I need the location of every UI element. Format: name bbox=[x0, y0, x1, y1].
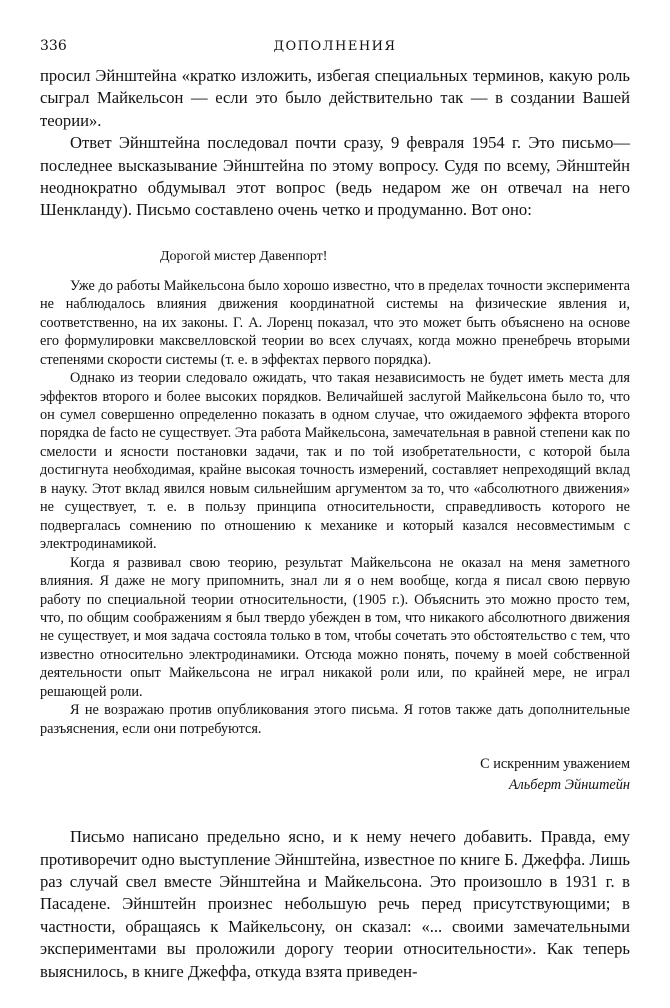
letter-closing: С искренним уважением bbox=[480, 756, 630, 773]
letter-body bbox=[40, 277, 630, 738]
running-head: ДОПОЛНЕНИЯ bbox=[273, 39, 397, 54]
letter-closing-block bbox=[40, 754, 630, 796]
page-number: 336 bbox=[40, 38, 67, 54]
letter-salutation: Дорогой мистер Давенпорт! bbox=[160, 248, 328, 264]
page-header bbox=[40, 38, 630, 62]
letter-paragraph: Уже до работы Майкельсона было хорошо известно, что в пределах точности эксперимента не наблюдалось влияния движения координатной системы на физические явления и, соответственно, на их законы. Г. А. Лоренц показал, что это может быть объяснено на основе его формулировки максвелловской теории во всех случаях, когда можно пренебречь вторыми степенями скорости системы (т. е. в эффектах первого порядка). bbox=[40, 277, 630, 368]
book-page bbox=[40, 38, 630, 983]
intro-text bbox=[40, 65, 630, 222]
letter-signature: Альберт Эйнштейн bbox=[508, 777, 630, 794]
paragraph: Письмо написано предельно ясно, и к нему нечего добавить. Правда, ему противоречит одно выступление Эйнштейна, известное по книге Б. Джеффа. Лишь раз случай свел вместе Эйнштейна и Майкельсона. Это произошло в 1931 г. в Пасадене. Эйнштейн произнес небольшую речь перед присутствующими; в частности, обращаясь к Майкельсону, он сказал: «... своими замечательными экспериментами вы проложили дорогу теории относительности». Как теперь выяснилось, в книге Джеффа, откуда взята приведен- bbox=[40, 827, 630, 981]
letter-paragraph: Однако из теории следовало ожидать, что такая независимость не будет иметь места для эффектов второго и более высоких порядков. Величайшей заслугой Майкельсона было то, что он сумел совершенно определенно показать в одном случае, что ожидаемого эффекта второго порядка de facto не существует. Эта работа Майкельсона, замечательная в равной степени как по смелости и ясности постановки задачи, так и по той изобретательности, с которой была достигнута необходимая, крайне высокая точность измерений, составляет непреходящий вклад в науку. Этот вклад явился новым сильнейшим аргументом за то, что «абсолютного движения» не существует, т. е. в пользу принципа относительности, справедливость которого не подвергалась сомнению по отношению к механике и который казался несовместимым с электродинамикой. bbox=[40, 370, 630, 553]
letter-paragraph: Я не возражаю против опубликования этого письма. Я готов также дать дополнительные разъяснения, если они потребуются. bbox=[40, 702, 630, 737]
letter-paragraph: Когда я развивал свою теорию, результат Майкельсона не оказал на меня заметного влияния. Я даже не могу припомнить, знал ли я о нем вообще, когда я писал свою первую работу по специальной теории относительности, (1905 г.). Объяснить это можно просто тем, что, по общим соображениям я был твердо убежден в том, что никакого абсолютного движения не существует, и моя задача состояла только в том, чтобы сочетать это обстоятельство с тем, что известно относительно электродинамики. Отсюда можно понять, почему в моей собственной деятельности опыт Майкельсона не играл никакой роли или, по крайней мере, не играл решающей роли. bbox=[40, 554, 630, 700]
paragraph: Ответ Эйнштейна последовал почти сразу, 9 февраля 1954 г. Это письмо—последнее высказывание Эйнштейна по этому вопросу. Судя по всему, Эйнштейн неоднократно обдумывал этот вопрос (ведь недаром же он отвечал на него Шенкланду). Письмо составлено очень четко и продуманно. Вот оно: bbox=[40, 133, 630, 220]
paragraph: просил Эйнштейна «кратко изложить, избегая специальных терминов, какую роль сыграл Майкельсон — если это было действительно так — в создании Вашей теории». bbox=[40, 66, 630, 130]
